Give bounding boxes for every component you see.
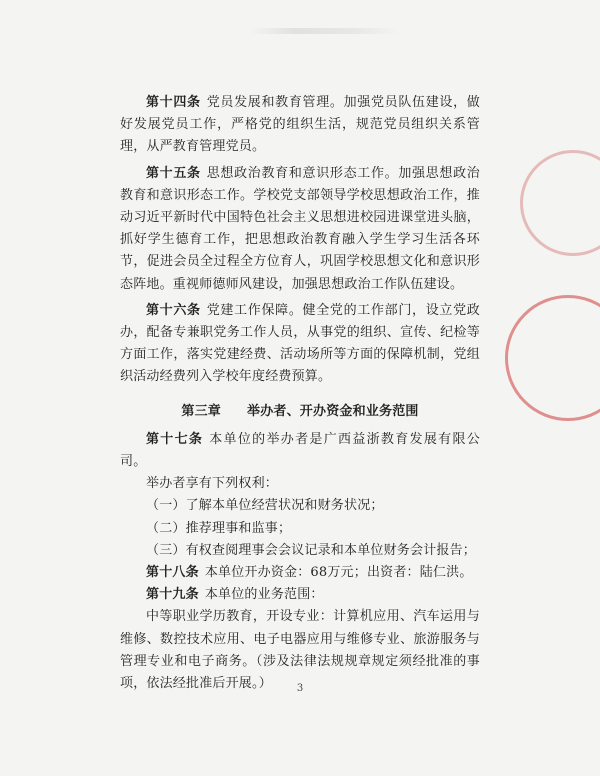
- rights-item: （三）有权查阅理事会会议记录和本单位财务会计报告；: [146, 542, 477, 558]
- article-15: [120, 163, 480, 296]
- article-text: 党员发展和教育管理。加强党员队伍建设，做好发展党员工作，严格党的组织生活，规范党员组织关系管理，从严教育管理党员。: [120, 95, 480, 155]
- article-text: 党建工作保障。健全党的工作部门，设立党政办，配备专兼职党务工作人员，从事党的组织、宣传、纪检等方面工作，落实党建经费、活动场所等方面的保障机制，党组织活动经费列入学校年度经费预算。: [120, 302, 480, 385]
- chapter-heading: [120, 401, 480, 423]
- article-label: 第十五条: [146, 165, 201, 181]
- article-14: [120, 92, 480, 159]
- page-number: 3: [296, 683, 304, 694]
- seal-stamp: [520, 150, 600, 256]
- article-label: 第十九条: [146, 587, 199, 603]
- rights-intro: 举办者享有下列权利：: [146, 476, 279, 492]
- chapter-title: 举办者、开办资金和业务范围: [247, 403, 419, 419]
- document-body: [120, 92, 480, 695]
- article-18: [120, 562, 480, 584]
- article-19: [120, 584, 480, 606]
- article-label: 第十八条: [146, 565, 199, 581]
- article-16: [120, 300, 480, 389]
- article-label: 第十四条: [146, 95, 201, 110]
- article-text: 本单位的业务范围：: [204, 587, 324, 603]
- article-text: 本单位开办资金：68万元；出资者：陆仁洪。: [204, 565, 473, 581]
- chapter-number: 第三章: [181, 403, 221, 419]
- rights-item: （二）推荐理事和监事；: [146, 520, 292, 536]
- business-scope: 中等职业学历教育，开设专业：计算机应用、汽车运用与维修、数控技术应用、电子电器应用与维修专业、旅游服务与管理专业和电子商务。（涉及法律法规规章规定须经批准的事项，依法经批准后开展。）: [120, 609, 480, 692]
- article-label: 第十六条: [146, 302, 201, 318]
- rights-item: （一）了解本单位经营状况和财务状况；: [146, 498, 384, 514]
- scan-artifact: [250, 28, 400, 34]
- seal-stamp: [505, 295, 600, 421]
- article-17: [120, 429, 480, 473]
- article-text: 本单位的举办者是广西益浙教育发展有限公司。: [120, 431, 480, 470]
- article-label: 第十七条: [146, 431, 204, 447]
- article-text: 思想政治教育和意识形态工作。加强思想政治教育和意识形态工作。学校党支部领导学校思想政治工作，推动习近平新时代中国特色社会主义思想进校园进课堂进头脑，抓好学生德育工作，把思想政治教育融入学生学习生活各环节，促进会员全过程全方位育人，巩固学校思想文化和意识形态阵地。重视师德师风建设，加强思想政治工作队伍建设。: [120, 165, 480, 292]
